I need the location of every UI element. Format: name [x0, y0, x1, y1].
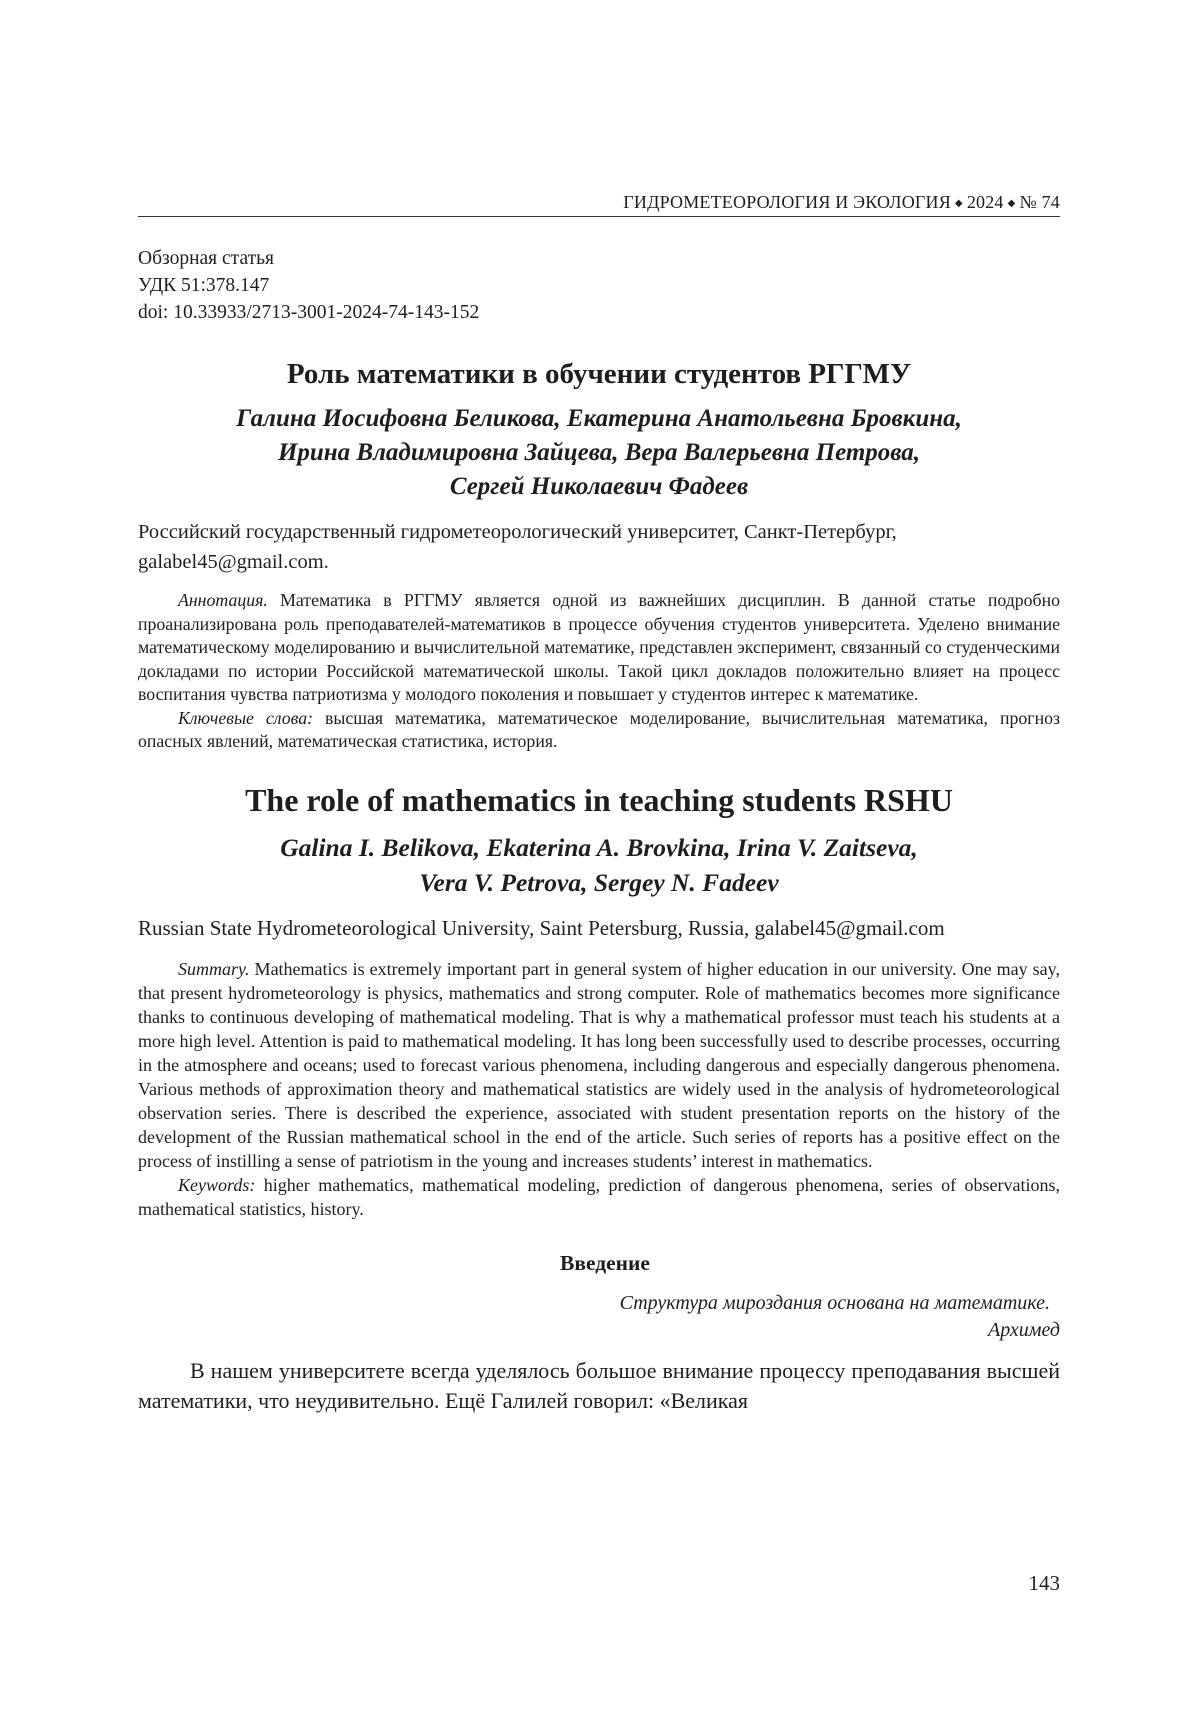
summary-text: Mathematics is extremely important part in general system of higher education in our university. One may say, that present hydrometeorology is physics, mathematics and strong computer. Role of mathematics becomes more significance thanks to continuous developing of mathematical modeling. That is why a mathematical professor must teach his students at a more high level. Attention is paid to mathematical modeling. It has long been successfully used to describe processes, occurring in the atmosphere and oceans; used to forecast various phenomena, including dangerous and especially dangerous phenomena. Various methods of approximation theory and mathematical statistics are widely used in the analysis of hydrometeorological observation series. There is described the experience, associated with student presentation reports on the history of the development of the Russian mathematical school in the end of the article. Such series of reports has a positive effect on the process of instilling a sense of patriotism in the young and increases students’ interest in mathematics.	[138, 958, 1060, 1171]
authors-line: Galina I. Belikova, Ekaterina A. Brovkina, Irina V. Zaitseva,	[280, 832, 918, 862]
running-header	[138, 192, 1060, 217]
epigraph	[138, 1290, 1060, 1344]
keywords-paragraph	[138, 707, 1060, 754]
abstract-paragraph	[138, 589, 1060, 707]
authors-line: Сергей Николаевич Фадеев	[449, 473, 749, 500]
title-english: The role of mathematics in teaching students RSHU	[245, 781, 953, 818]
doi: doi: 10.33933/2713-3001-2024-74-143-152	[138, 302, 480, 323]
authors-line: Vera V. Petrova, Sergey N. Fadeev	[419, 867, 779, 897]
udc-code: УДК 51:378.147	[138, 275, 270, 296]
authors-english	[138, 830, 1060, 900]
epigraph-author: Архимед	[988, 1318, 1060, 1341]
summary-label: Summary.	[178, 958, 250, 979]
body-paragraph: В нашем университете всегда уделялось большое внимание процессу преподавания высшей математики, что неудивительно. Ещё Галилей говорил: «Великая	[138, 1357, 1060, 1413]
separator-diamond-icon: ◆	[954, 198, 963, 210]
page-number: 143	[1028, 1571, 1060, 1595]
keywords-text: высшая математика, математическое моделирование, вычислительная математика, прогноз опасных явлений, математическая статистика, история.	[138, 707, 1060, 751]
authors-line: Галина Иосифовна Беликова, Екатерина Анатольевна Бровкина,	[236, 405, 962, 432]
section-heading-introduction: Введение	[560, 1250, 650, 1275]
keywords-label: Ключевые слова:	[178, 707, 314, 728]
affiliation-russian: Российский государственный гидрометеорологический университет, Санкт-Петербург, galabel45@gmail.com.	[138, 521, 897, 573]
keywords-label: Keywords:	[178, 1174, 256, 1195]
article-type: Обзорная статья	[138, 248, 274, 269]
journal-name: ГИДРОМЕТЕОРОЛОГИЯ И ЭКОЛОГИЯ	[623, 192, 951, 212]
authors-russian	[138, 402, 1060, 504]
abstract-text: Математика в РГГМУ является одной из важнейших дисциплин. В данной статье подробно проанализирована роль преподавателей-математиков в процессе обучения студентов университета. Уделено внимание математическому моделированию и вычислительной математике, представлен эксперимент, связанный со студенческими докладами по истории Российской математической школы. Такой цикл докладов положительно влияет на процесс воспитания чувства патриотизма у молодого поколения и повышает у студентов интерес к математике.	[138, 590, 1060, 704]
article-page	[138, 192, 1060, 1416]
keywords-text: higher mathematics, mathematical modeling, prediction of dangerous phenomena, series of observations, mathematical statistics, history.	[138, 1174, 1060, 1219]
keywords-paragraph	[138, 1173, 1060, 1221]
affiliation-english: Russian State Hydrometeorological University, Saint Petersburg, Russia, galabel45@gmail.com	[138, 915, 945, 940]
article-meta	[138, 245, 1060, 326]
authors-line: Ирина Владимировна Зайцева, Вера Валерьевна Петрова,	[277, 439, 921, 466]
separator-diamond-icon: ◆	[1007, 198, 1016, 210]
abstract-label: Аннотация.	[178, 590, 268, 610]
journal-year: 2024	[966, 192, 1004, 212]
summary-english	[138, 957, 1060, 1221]
abstract-russian	[138, 589, 1060, 754]
journal-issue: № 74	[1019, 192, 1060, 212]
summary-paragraph	[138, 957, 1060, 1173]
title-russian: Роль математики в обучении студентов РГГМУ	[286, 358, 912, 390]
epigraph-quote: Структура мироздания основана на математике.	[619, 1291, 1050, 1314]
